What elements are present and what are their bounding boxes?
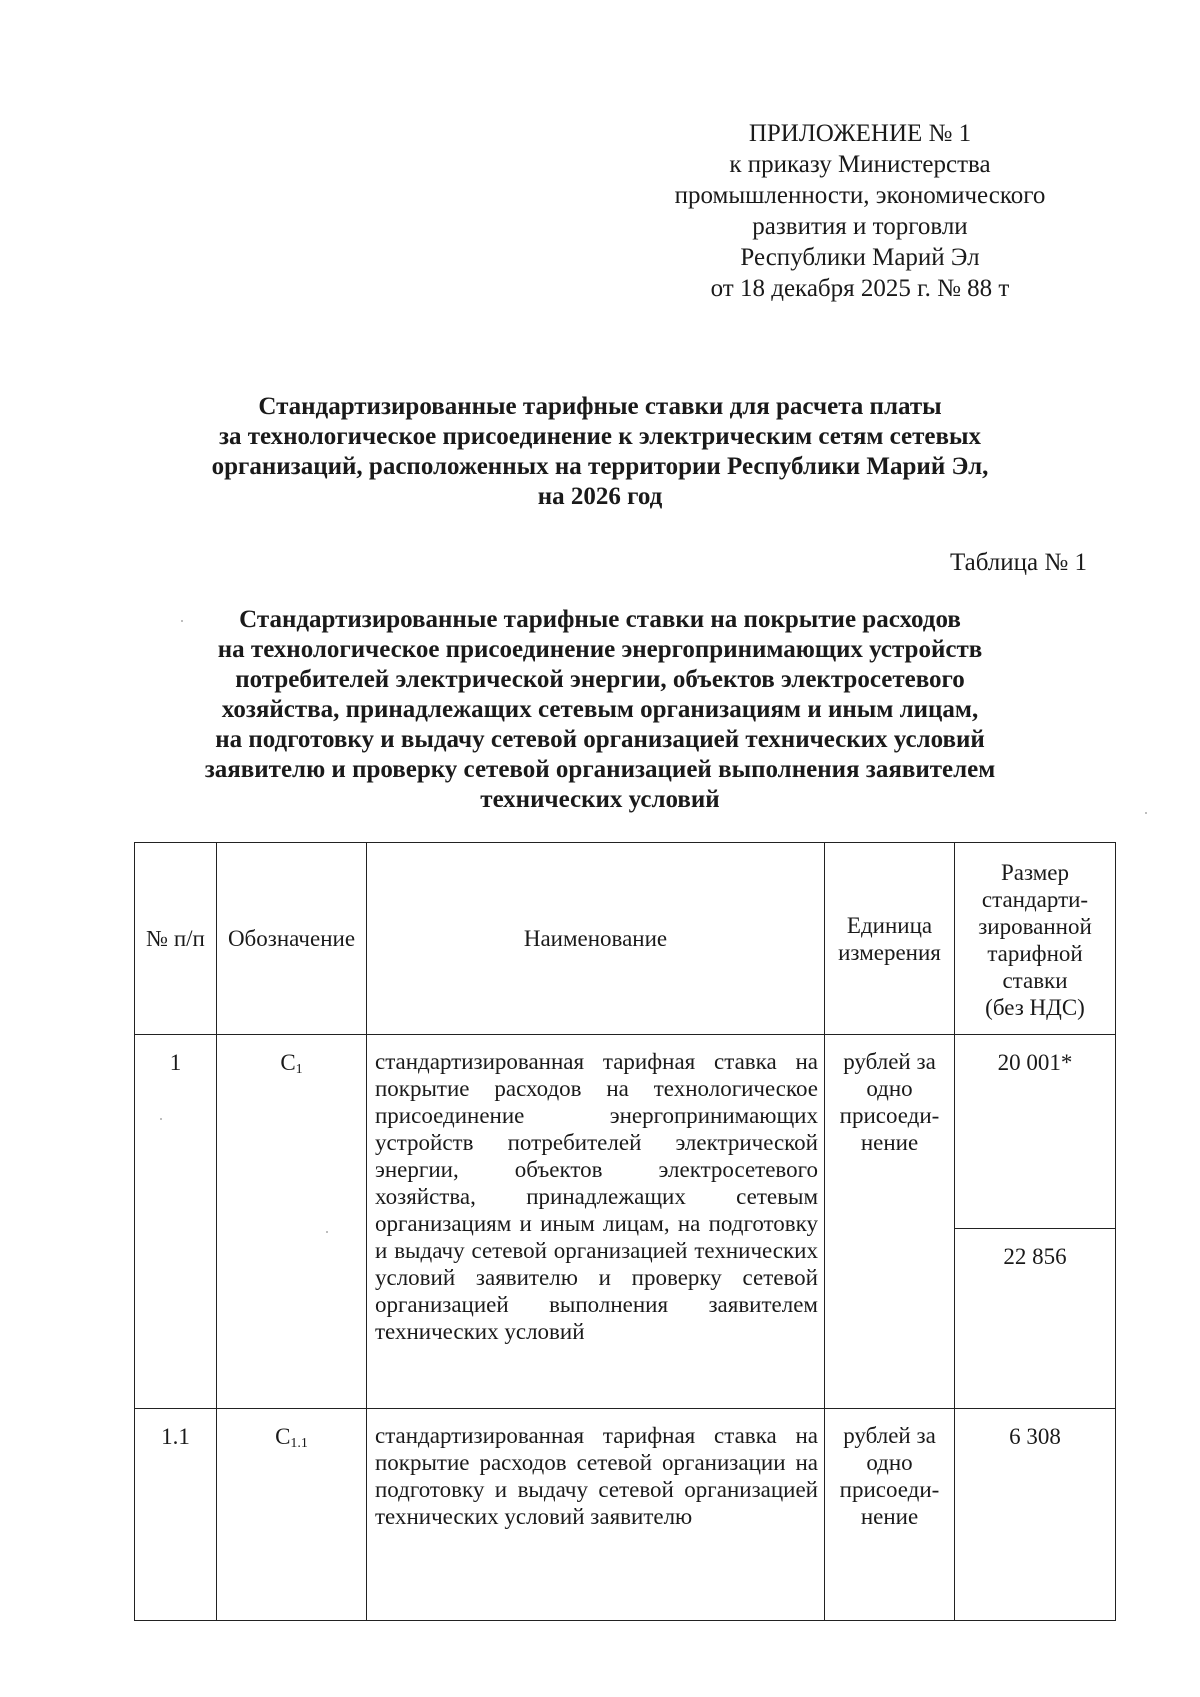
appendix-line: от 18 декабря 2025 г. № 88 т bbox=[710, 275, 1010, 302]
header-name: Наименование bbox=[367, 843, 825, 1035]
table-title-line: технических условий bbox=[480, 786, 720, 813]
header-rate-line: (без НДС) bbox=[985, 994, 1085, 1020]
unit-line: одно bbox=[866, 1076, 913, 1101]
row-num: 1 bbox=[135, 1035, 217, 1409]
unit-line: рублей за bbox=[843, 1423, 936, 1448]
row-num: 1.1 bbox=[135, 1409, 217, 1621]
table-title-line: Стандартизированные тарифные ставки на покрытие расходов bbox=[239, 606, 961, 633]
code-sub: 1.1 bbox=[290, 1436, 308, 1451]
table-title-line: потребителей электрической энергии, объектов электросетевого bbox=[235, 666, 965, 693]
row-name: стандартизированная тарифная ставка на покрытие расходов сетевой организации на подготовку и выдачу сетевой организацией технических условий заявителю bbox=[367, 1409, 825, 1621]
scan-speck bbox=[181, 620, 183, 622]
row-code bbox=[217, 1409, 367, 1621]
scan-speck bbox=[160, 1118, 162, 1120]
header-unit-line: измерения bbox=[838, 939, 941, 965]
header-rate-line: зированной bbox=[978, 913, 1092, 939]
title-line: на 2026 год bbox=[537, 483, 663, 510]
rates-table bbox=[134, 842, 1116, 1621]
row-unit bbox=[825, 1035, 955, 1409]
table-title-line: на технологическое присоединение энергопринимающих устройств bbox=[217, 636, 983, 663]
row-value: 22 856 bbox=[955, 1229, 1116, 1409]
appendix-header bbox=[640, 118, 1080, 304]
header-rate-line: ставки bbox=[1002, 967, 1068, 993]
row-code bbox=[217, 1035, 367, 1409]
header-unit-line: Единица bbox=[846, 912, 933, 938]
title-line: за технологическое присоединение к электрическим сетям сетевых bbox=[218, 423, 982, 450]
unit-line: нение bbox=[860, 1130, 919, 1155]
document-title bbox=[160, 392, 1040, 512]
header-rate bbox=[955, 843, 1116, 1035]
unit-line: одно bbox=[866, 1450, 913, 1475]
row-value: 20 001* bbox=[955, 1035, 1116, 1229]
header-rate-line: тарифной bbox=[987, 940, 1083, 966]
table-row bbox=[135, 1409, 1116, 1621]
table-number: Таблица № 1 bbox=[949, 549, 1087, 576]
table-title bbox=[150, 605, 1050, 815]
header-code: Обозначение bbox=[217, 843, 367, 1035]
appendix-line: промышленности, экономического bbox=[674, 182, 1046, 209]
code-sub: 1 bbox=[295, 1062, 303, 1077]
appendix-line: к приказу Министерства bbox=[729, 151, 991, 178]
scan-speck bbox=[1145, 812, 1147, 814]
header-rate-line: стандарти- bbox=[981, 886, 1089, 912]
table-title-line: на подготовку и выдачу сетевой организацией технических условий bbox=[215, 726, 985, 753]
row-unit bbox=[825, 1409, 955, 1621]
title-line: Стандартизированные тарифные ставки для расчета платы bbox=[258, 393, 942, 420]
unit-line: присоеди- bbox=[839, 1477, 940, 1502]
code-base: С bbox=[280, 1050, 296, 1075]
unit-line: нение bbox=[860, 1504, 919, 1529]
appendix-line: развития и торговли bbox=[752, 213, 968, 240]
table-title-line: хозяйства, принадлежащих сетевым организациям и иным лицам, bbox=[221, 696, 979, 723]
table-header-row bbox=[135, 843, 1116, 1035]
row-value: 6 308 bbox=[955, 1409, 1116, 1621]
table-title-line: заявителю и проверку сетевой организацией выполнения заявителем bbox=[204, 756, 996, 783]
unit-line: присоеди- bbox=[839, 1103, 940, 1128]
header-rate-line: Размер bbox=[1000, 859, 1070, 885]
header-num: № п/п bbox=[135, 843, 217, 1035]
unit-line: рублей за bbox=[843, 1049, 936, 1074]
title-line: организаций, расположенных на территории Республики Марий Эл, bbox=[211, 453, 989, 480]
header-unit bbox=[825, 843, 955, 1035]
scan-speck bbox=[326, 1231, 328, 1233]
appendix-line: Республики Марий Эл bbox=[740, 244, 980, 271]
table-row bbox=[135, 1035, 1116, 1229]
code-base: С bbox=[275, 1424, 291, 1449]
row-name: стандартизированная тарифная ставка на покрытие расходов на технологическое присоединение энергопринимающих устройств потребителей электрической энергии, объектов электросетевого хозяйства, принадлежащих сетевым организациям и иным лицам, на подготовку и выдачу сетевой организацией технических условий заявителю и проверку сетевой организацией выполнения заявителем технических условий bbox=[367, 1035, 825, 1409]
appendix-line: ПРИЛОЖЕНИЕ № 1 bbox=[748, 120, 972, 147]
